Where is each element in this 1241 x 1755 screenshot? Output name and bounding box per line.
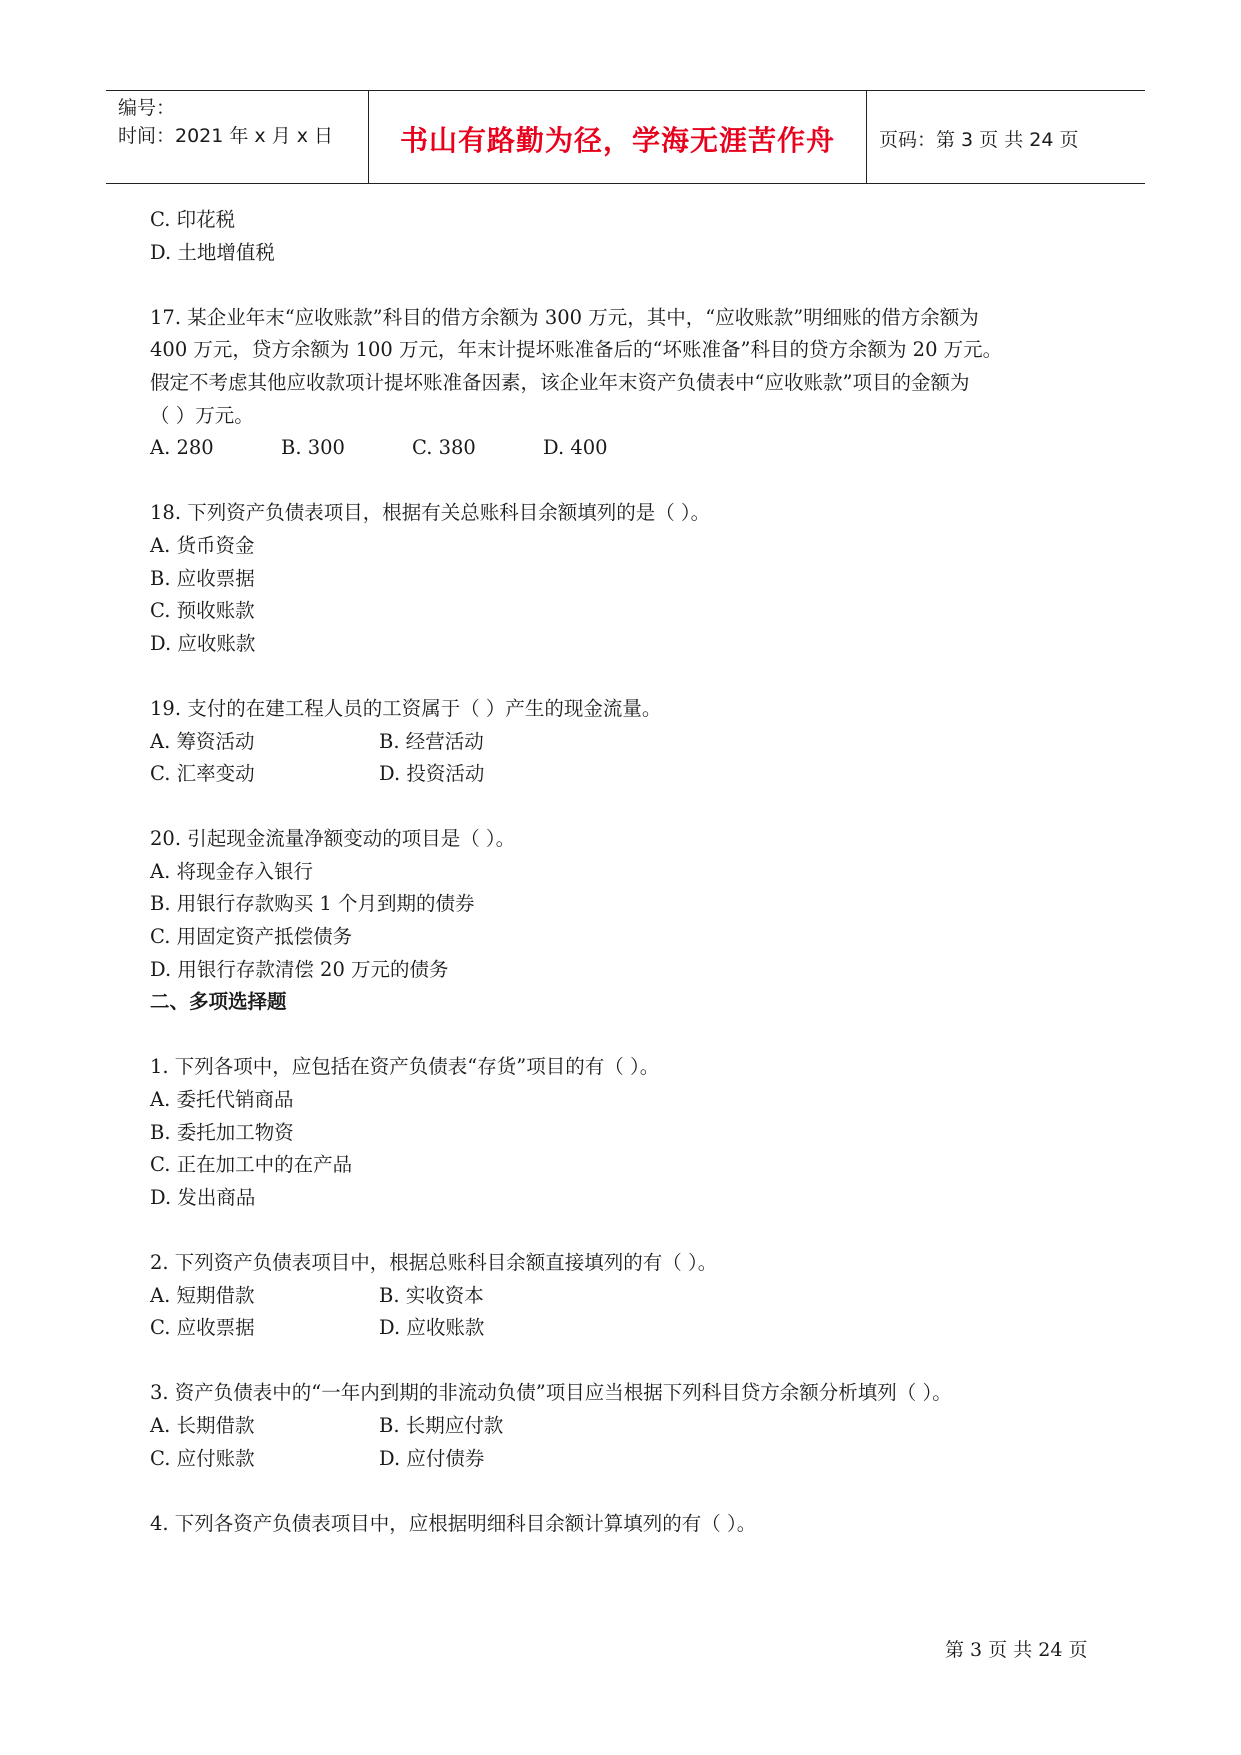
option-text: A. 长期借款	[150, 1413, 255, 1437]
header-right-cell	[867, 91, 1145, 183]
option-text: A. 将现金存入银行	[150, 859, 313, 883]
option-text: A. 280	[150, 436, 214, 460]
option-text: B. 长期应付款	[379, 1413, 504, 1437]
multi-question-4-stem: 4. 下列各资产负债表项目中，应根据明细科目余额计算填列的有（ ）。	[150, 1511, 757, 1535]
option-text: C. 应收票据	[150, 1316, 255, 1340]
question-17-stem: 400 万元，贷方余额为 100 万元，年末计提坏账准备后的“坏账准备”科目的贷方余额为 20 万元。	[150, 338, 1003, 362]
question-17-stem: 17. 某企业年末“应收账款”科目的借方余额为 300 万元，其中，“应收账款”明细账的借方余额为	[150, 305, 979, 329]
multi-question-3-options	[150, 1443, 1110, 1476]
option-text: D. 发出商品	[150, 1185, 256, 1209]
question-17-stem: 假定不考虑其他应收款项计提坏账准备因素，该企业年末资产负债表中“应收账款”项目的金额为	[150, 370, 970, 394]
option-text: D. 应付债券	[379, 1446, 485, 1470]
multi-question-2-options	[150, 1280, 1110, 1313]
option-text: B. 用银行存款购买 1 个月到期的债券	[150, 892, 475, 916]
question-18-stem: 18. 下列资产负债表项目，根据有关总账科目余额填列的是（ ）。	[150, 501, 711, 525]
document-number-label: 编号：	[118, 97, 176, 119]
option-text: C. 预收账款	[150, 599, 255, 623]
question-19-options	[150, 758, 1110, 791]
multi-question-2-stem: 2. 下列资产负债表项目中，根据总账科目余额直接填列的有（ ）。	[150, 1251, 718, 1274]
question-19-options	[150, 726, 1110, 759]
option-text: C. 正在加工中的在产品	[150, 1153, 353, 1177]
option-text: A. 筹资活动	[150, 729, 255, 753]
option-text: D. 投资活动	[379, 762, 485, 786]
multi-question-3-options	[150, 1410, 1110, 1443]
option-text: A. 委托代销商品	[150, 1088, 294, 1112]
option-text: C. 汇率变动	[150, 762, 255, 786]
option-text: C. 用固定资产抵偿债务	[150, 925, 353, 949]
section-title: 二、多项选择题	[150, 990, 287, 1014]
question-17-options	[150, 432, 1110, 465]
option-text: C. 应付账款	[150, 1446, 255, 1470]
option-text: D. 400	[543, 436, 608, 460]
multi-question-1-stem: 1. 下列各项中，应包括在资产负债表“存货”项目的有（ ）。	[150, 1055, 660, 1079]
option-text: B. 经营活动	[379, 729, 484, 753]
header-page-info: 页码：第 3 页 共 24 页	[879, 129, 1079, 151]
option-text: B. 委托加工物资	[150, 1120, 294, 1144]
option-text: D. 土地增值税	[150, 240, 275, 264]
option-text: A. 短期借款	[150, 1283, 255, 1307]
option-text: D. 应收账款	[379, 1316, 485, 1340]
option-text: B. 应收票据	[150, 566, 255, 590]
option-text: C. 380	[412, 436, 476, 460]
question-17-stem: （ ）万元。	[150, 403, 254, 427]
document-time-label: 时间：2021 年 x 月 x 日	[118, 125, 334, 147]
document-body	[150, 204, 1110, 1540]
option-text: A. 货币资金	[150, 533, 255, 557]
page-footer: 第 3 页 共 24 页	[945, 1639, 1088, 1661]
question-19-stem: 19. 支付的在建工程人员的工资属于（ ）产生的现金流量。	[150, 696, 662, 720]
question-20-stem: 20. 引起现金流量净额变动的项目是（ ）。	[150, 827, 516, 851]
option-text: C. 印花税	[150, 208, 236, 231]
multi-question-2-options	[150, 1312, 1110, 1345]
multi-question-3-stem: 3. 资产负债表中的“一年内到期的非流动负债”项目应当根据下列科目贷方余额分析填列（ ）。	[150, 1381, 952, 1405]
header-left-cell	[106, 91, 369, 183]
option-text: D. 应收账款	[150, 631, 256, 655]
option-text: B. 300	[281, 436, 345, 460]
option-text: D. 用银行存款清偿 20 万元的债务	[150, 957, 449, 981]
page-header	[106, 90, 1145, 184]
header-middle-cell	[369, 91, 867, 183]
option-text: B. 实收资本	[379, 1283, 484, 1307]
header-motto: 书山有路勤为径，学海无涯苦作舟	[399, 124, 835, 157]
